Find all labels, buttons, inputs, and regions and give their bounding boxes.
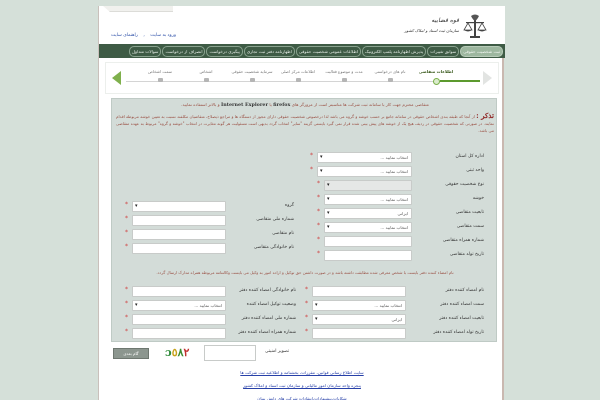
step-label: مدت و موضوع فعالیت: [325, 69, 363, 74]
required-icon: *: [310, 166, 313, 173]
cluster-label: خوشه: [472, 196, 484, 201]
signer-nationality-select[interactable]: ایرانی ▾: [312, 314, 406, 325]
captcha-label: تصویر امنیتی: [265, 349, 290, 354]
step-dot-icon: [204, 78, 209, 82]
chevron-down-icon: ▾: [327, 224, 330, 230]
step-dot-icon: [342, 78, 347, 82]
first-name-label: نام متقاضی: [272, 231, 294, 236]
signer-role-label: سمت امضاء کننده دفتر: [440, 302, 484, 307]
mobile-label: شماره همراه متقاضی: [442, 238, 484, 243]
step-label: سرمایه شخصیت حقوقی: [231, 69, 273, 74]
browser-firefox: firefox: [273, 102, 291, 108]
step-dot-icon: [433, 78, 440, 85]
required-icon: *: [317, 194, 320, 201]
first-name-input[interactable]: [132, 229, 226, 240]
captcha-input[interactable]: [204, 345, 256, 361]
birth-date-input[interactable]: [324, 250, 412, 261]
required-icon: *: [125, 243, 128, 250]
signer-birth-date-input[interactable]: [312, 328, 406, 339]
province-select[interactable]: انتخاب نمایید ... ▾: [317, 152, 412, 163]
step-activity[interactable]: [322, 67, 366, 82]
reminder-note: [116, 112, 494, 134]
signer-nationality-label: تابعیت امضاء کننده دفتر: [439, 316, 484, 321]
footer-link-complaints[interactable]: شکایات،پیشنهادات،انتقادات شرکت های دانش بنیان: [257, 396, 347, 400]
step-dot-icon: [250, 78, 255, 82]
nationality-label: تابعیت متقاضی: [455, 210, 484, 215]
prev-arrow-icon[interactable]: [483, 71, 492, 85]
captcha-area: [111, 344, 497, 362]
step-persons[interactable]: [184, 67, 228, 82]
required-icon: *: [125, 328, 128, 335]
mobile-input[interactable]: [324, 236, 412, 247]
top-links: [109, 33, 178, 38]
page-container: [98, 6, 504, 400]
logo-subtitle: سازمان ثبت اسناد و املاک کشور: [404, 28, 459, 33]
required-icon: *: [125, 201, 128, 208]
applicant-role-select[interactable]: انتخاب نمایید ... ▾: [324, 222, 412, 233]
applicant-role-label: سمت متقاضی: [456, 224, 484, 229]
required-icon: *: [317, 250, 320, 257]
signer-mobile-input[interactable]: [132, 328, 226, 339]
separator: ,: [143, 33, 145, 38]
reminder-text: از آنجا که طبقه بندی اشخاص حقوقی در سامانه جامع بر حسب خوشه و گروه می باشد لذا درخصوص شخصیت حقوقی دارای مجوز از دستگاه ها و مراجع ذیصلاح، متقاضیان مکلفند نسبت به تعیین خوشه مربوطه اقدام نمایند. در صورتی که شخصیت حقوقی در ردیف هیچ یک از خوشه های پیش بینی شده قرار نمی گیرد بایستی گزینه "سایر" انتخاب گردد بدیهی است مسئولیت هر گونه مغایرت در انتخاب "خوشه و گروه" مربوط به عهده متقاضی می باشد.: [116, 114, 494, 133]
step-label: اطلاعات متقاضی: [418, 69, 454, 74]
signer-name-input[interactable]: [312, 286, 406, 297]
notice-text: متقاضی محترم جهت کار با سامانه ثبت شرکت ها مناسبتر است از مرورگر های: [291, 102, 429, 107]
required-icon: *: [125, 314, 128, 321]
national-id-input[interactable]: [132, 215, 226, 226]
login-link[interactable]: ورود به سایت: [150, 33, 177, 38]
birth-date-label: تاریخ تولد متقاضی: [449, 252, 484, 257]
logo-title: قوه قضاییه: [431, 17, 459, 24]
signer-role-select[interactable]: انتخاب نمایید ... ▾: [312, 300, 406, 311]
footer-links: [99, 366, 505, 400]
registry-unit-label: واحد ثبتی: [466, 168, 484, 173]
browser-notice: [112, 102, 498, 108]
next-arrow-icon[interactable]: [112, 71, 121, 85]
required-icon: *: [125, 300, 128, 307]
nav-item-cancel-request[interactable]: انصراف از درخواست: [162, 46, 205, 57]
national-id-label: شماره ملی متقاضی: [256, 217, 294, 222]
nav-item-register-legal-entity[interactable]: ثبت شخصیت حقوقی: [460, 46, 503, 57]
step-capital[interactable]: [230, 67, 274, 82]
step-requested-names[interactable]: [368, 67, 412, 82]
step-dot-icon: [158, 78, 163, 82]
step-label: سمت اشخاص: [148, 69, 172, 74]
signer-birth-date-label: تاریخ تولد امضاء کننده دفتر: [433, 330, 484, 335]
nav-item-faq[interactable]: سوالات متداول: [129, 46, 161, 57]
notice-and: یا: [269, 102, 272, 107]
step-applicant-info[interactable]: [414, 67, 458, 85]
chevron-down-icon: ▾: [327, 210, 330, 216]
chevron-down-icon: ▾: [320, 168, 323, 174]
signer-name-label: نام امضاء کننده دفتر: [445, 288, 484, 293]
logo: [397, 12, 487, 42]
step-person-roles[interactable]: [138, 67, 182, 82]
header-tab-decoration: [103, 6, 173, 12]
last-name-input[interactable]: [132, 243, 226, 254]
nav-item-commercial-book[interactable]: اظهارنامه دفتر ثبت تجاری: [244, 46, 295, 57]
chevron-down-icon: ▾: [135, 302, 138, 308]
required-icon: *: [317, 180, 320, 187]
site-guide-link[interactable]: راهنمای سایت: [111, 33, 138, 38]
cluster-select[interactable]: انتخاب نمایید ... ▾: [324, 194, 412, 205]
footer-link-tax-window[interactable]: پنجره واحد سازمان امور مالیاتی و سازمان ثبت اسناد و املاک کشور: [243, 383, 361, 388]
required-icon: *: [317, 236, 320, 243]
registry-unit-select[interactable]: انتخاب نمایید ... ▾: [317, 166, 412, 177]
step-label: اشخاص: [199, 69, 213, 74]
required-icon: *: [305, 300, 308, 307]
main-nav: [99, 44, 505, 58]
nav-item-public-info[interactable]: اطلاعات عمومی شخصیت حقوقی: [296, 46, 361, 57]
next-step-button[interactable]: گام بعدی: [113, 348, 149, 359]
signer-mobile-label: شماره همراه امضاء کننده دفتر: [238, 330, 296, 335]
last-name-label: نام خانوادگی متقاضی: [253, 245, 294, 250]
step-dot-icon: [388, 78, 393, 82]
step-label: نام های درخواستی: [374, 69, 406, 74]
group-select[interactable]: [132, 201, 226, 212]
signer-national-id-input[interactable]: [132, 314, 226, 325]
browser-ie: Internet Explorer: [221, 102, 268, 108]
entity-type-label: نوع شخصیت حقوقی: [445, 182, 484, 187]
required-icon: *: [125, 229, 128, 236]
signer-last-name-label: نام خانوادگی امضاء کننده دفتر: [239, 288, 296, 293]
required-icon: *: [305, 328, 308, 335]
chevron-down-icon: ▾: [327, 182, 330, 188]
signer-proxy-status-select[interactable]: انتخاب نمایید ... ▾: [132, 300, 226, 311]
nav-item-electronic-seal[interactable]: پذیرش اظهارنامه پلمپ الکترونیک: [362, 46, 426, 57]
header: [99, 6, 505, 44]
nav-item-change-history[interactable]: سوابق تغییرات: [427, 46, 459, 57]
signer-note: نام امضاء کننده دفتر بایست با شخص معرفی شده مطابقت داشته باشد و در صورت داشتن حق توکیل و اراده امور به وکیل می بایست وکالتنامه مربوطه همراه مدارک ارسال گردد.: [156, 270, 454, 275]
required-icon: *: [310, 152, 313, 159]
entity-type-select[interactable]: [324, 180, 412, 191]
captcha-image: ɔ٥٨٢: [165, 346, 190, 359]
chevron-down-icon: ▾: [315, 302, 318, 308]
province-label: اداره کل استان: [455, 154, 484, 159]
chevron-down-icon: ▾: [327, 196, 330, 202]
required-icon: *: [125, 215, 128, 222]
required-icon: *: [125, 286, 128, 293]
required-icon: *: [305, 314, 308, 321]
required-icon: *: [317, 208, 320, 215]
wizard-stepper: [105, 62, 499, 94]
nav-item-track-request[interactable]: پیگیری درخواست: [206, 46, 242, 57]
notice-after: و بالاتر استفاده نمایید.: [181, 102, 220, 107]
step-main-office[interactable]: [276, 67, 320, 82]
step-dot-icon: [296, 78, 301, 82]
footer-link-laws[interactable]: سایت اطلاع رسانی قوانین، مقررات، بخشنامه و اطلاعیه ثبت شرکت ها: [240, 370, 364, 375]
required-icon: *: [317, 222, 320, 229]
chevron-down-icon: ▾: [135, 203, 138, 209]
step-label: اطلاعات مرکز اصلی: [280, 69, 316, 74]
signer-national-id-label: شماره ملی امضاء کننده دفتر: [241, 316, 296, 321]
scales-emblem-icon: [463, 14, 487, 40]
form-panel: [111, 98, 497, 342]
required-icon: *: [305, 286, 308, 293]
signer-proxy-status-label: وضعیت توکیل امضاء کننده: [246, 302, 296, 307]
chevron-down-icon: ▾: [320, 154, 323, 160]
nationality-select[interactable]: ایرانی ▾: [324, 208, 412, 219]
reminder-label: تذکر :: [476, 111, 494, 120]
chevron-down-icon: ▾: [315, 316, 318, 322]
group-label: گروه: [284, 203, 294, 208]
signer-last-name-input[interactable]: [132, 286, 226, 297]
